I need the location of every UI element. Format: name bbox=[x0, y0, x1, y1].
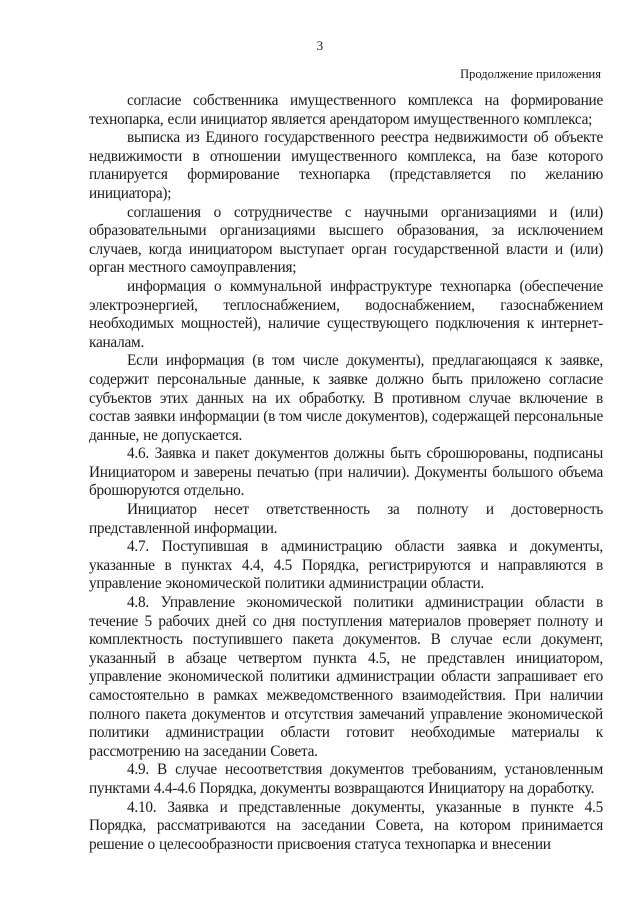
paragraph: 4.6. Заявка и пакет документов должны быть сброшюрованы, подписаны Инициатором и заверены печатью (при наличии). Документы большого объема брошюруются отдельно. bbox=[89, 445, 603, 500]
paragraph: соглашения о сотрудничестве с научными организациями и (или) образовательными организациями высшего образования, за исключением случаев, когда инициатором выступает орган государственной власти и (или) орган местного самоуправления; bbox=[89, 203, 603, 277]
paragraph: 4.8. Управление экономической политики администрации области в течение 5 рабочих дней со дня поступления материалов проверяет полноту и комплектность поступившего пакета документов. В случае если документ, указанный в абзаце четвертом пункта 4.5, не представлен инициатором, управление экономической политики администрации области запрашивает его самостоятельно в рамках межведомственного взаимодействия. При наличии полного пакета документов и отсутствия замечаний управление экономической политики администрации области готовит необходимые материалы к рассмотрению на заседании Совета. bbox=[89, 594, 603, 760]
paragraph: согласие собственника имущественного комплекса на формирование технопарка, если инициатор является арендатором имущественного комплекса; bbox=[89, 92, 603, 128]
page-number: 3 bbox=[316, 38, 324, 53]
paragraph: 4.9. В случае несоответствия документов требованиям, установленным пунктами 4.4-4.6 Порядка, документы возвращаются Инициатору на доработку. bbox=[89, 761, 603, 797]
paragraph: 4.7. Поступившая в администрацию области заявка и документы, указанные в пунктах 4.4, 4.5 Порядка, регистрируются и направляются в управление экономической политики администрации области. bbox=[89, 538, 603, 593]
paragraph: выписка из Единого государственного реестра недвижимости об объекте недвижимости в отношении имущественного комплекса, на базе которого планируется формирование технопарка (представляется по желанию инициатора); bbox=[89, 129, 603, 202]
paragraph: 4.10. Заявка и представленные документы, указанные в пункте 4.5 Порядка, рассматриваются на заседании Совета, на котором принимается решение о целесообразности присвоения статуса технопарка и внесении bbox=[89, 798, 603, 853]
paragraph: Инициатор несет ответственность за полноту и достоверность представленной информации. bbox=[89, 501, 603, 537]
paragraph: Если информация (в том числе документы), предлагающаяся к заявке, содержит персональные данные, к заявке должно быть приложено согласие субъектов этих данных на их обработку. В противном случае включение в состав заявки информации (в том числе документов), содержащей персональные данные, не допускается. bbox=[89, 352, 603, 444]
document-body bbox=[89, 92, 603, 854]
page-header: Продолжение приложения bbox=[460, 67, 601, 81]
paragraph: информация о коммунальной инфраструктуре технопарка (обеспечение электроэнергией, теплоснабжением, водоснабжением, газоснабжением необходимых мощностей), наличие существующего подключения к интернет-каналам. bbox=[89, 277, 603, 351]
